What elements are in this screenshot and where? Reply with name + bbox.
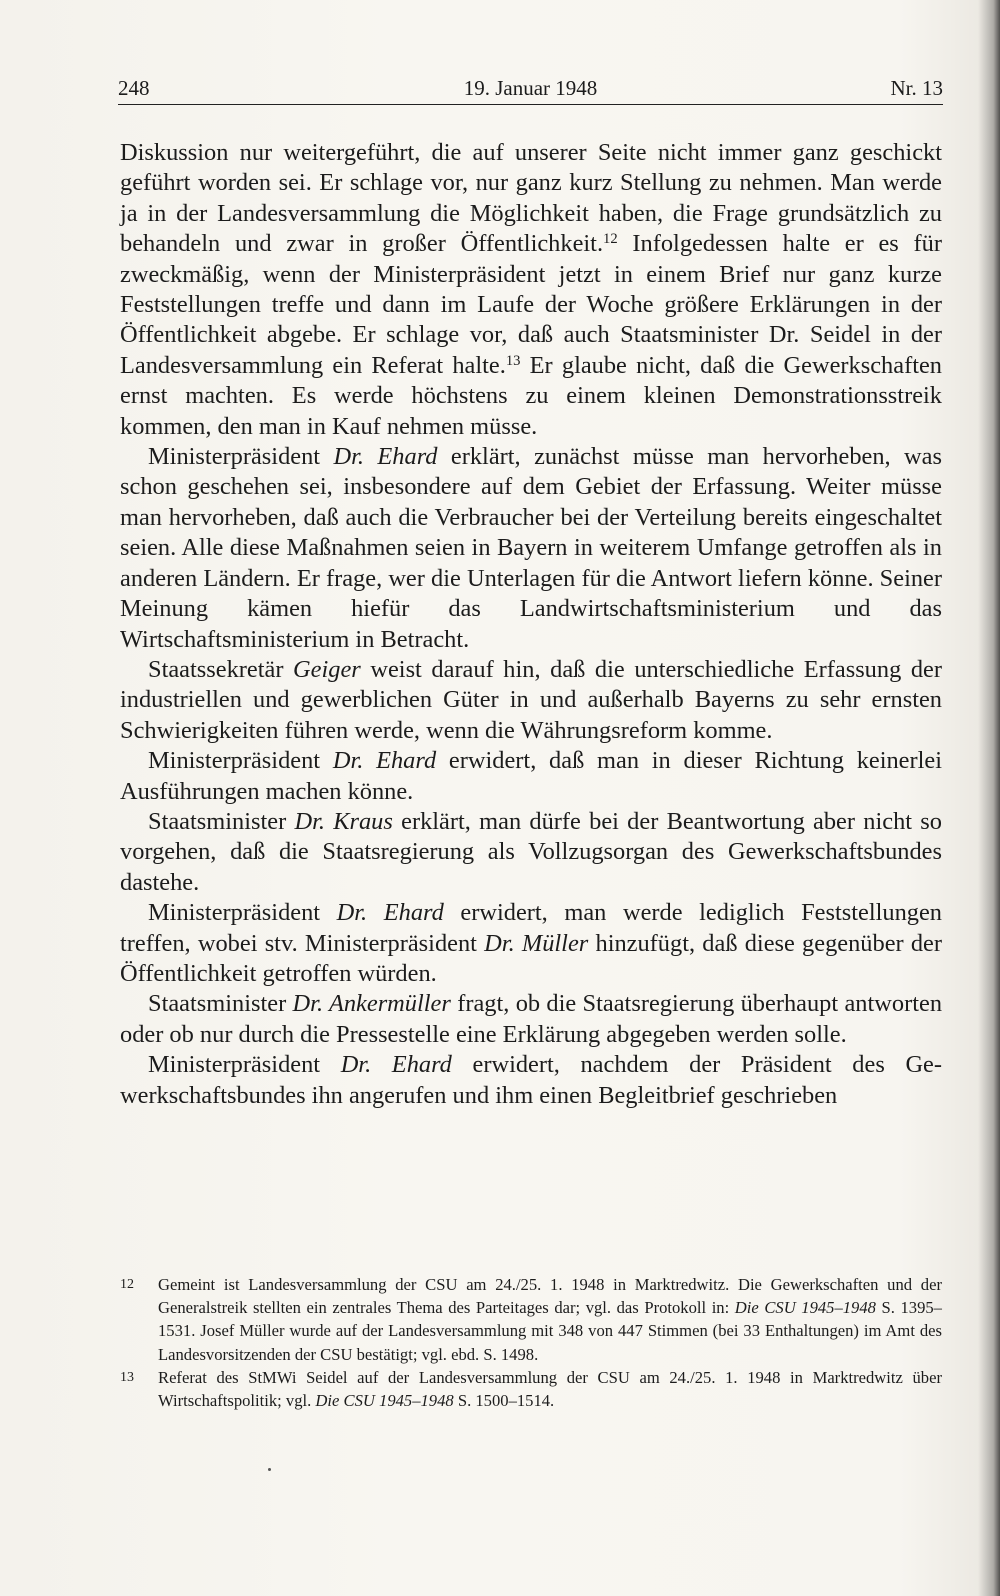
speaker-name: Geiger bbox=[293, 655, 361, 683]
footnote-number: 12 bbox=[120, 1277, 134, 1292]
paper-speck bbox=[268, 1468, 271, 1471]
paragraph: Ministerpräsident Dr. Ehard erwidert, man werde lediglich Feststellungen treffen, wobei stv. Ministerpräsident Dr. Müller hinzufügt, daß diese gegenüber der Öffentlichkeit getroffen würden. bbox=[120, 899, 942, 987]
page-edge-shadow bbox=[978, 0, 1000, 1596]
paragraph: Ministerpräsident Dr. Ehard erklärt, zunächst müsse man hervorheben, was schon geschehen sei, insbesondere auf dem Gebiet der Erfassung. Weiter müsse man hervorheben, daß auch die Verbraucher bei der Verteilung bereits eingeschaltet seien. Alle diese Maßnahmen seien in Bayern in weiterem Umfange getroffen als in anderen Ländern. Er frage, wer die Unterlagen für die Antwort liefern könne. Seiner Meinung kämen hiefür das Landwirtschaftsministerium und das Wirtschaftsministerium in Betracht. bbox=[120, 443, 942, 653]
paragraph: Diskussion nur weitergeführt, die auf unserer Seite nicht immer ganz geschickt geführt worden sei. Er schlage vor, nur ganz kurz Stellung zu nehmen. Man werde ja in der Landesversammlung die Möglichkeit haben, die Frage grundsätzlich zu behandeln und zwar in großer Öffentlichkeit.$^{12}$ Infolgedessen halte er es für zweckmäßig, wenn der Ministerpräsident jetzt in einem Brief nur ganz kurze Feststellungen treffe und dann im Laufe der Woche größere Erklärungen in der Öffentlichkeit abgebe. Er schlage vor, daß auch Staatsminister Dr. Seidel in der Landesversammlung ein Referat halte.$^{13}$ Er glaube nicht, daß die Gewerkschaften ernst machten. Es werde höchstens zu einem kleinen Demonstrationsstreik kommen, den man in Kauf nehmen müsse. bbox=[120, 139, 942, 440]
main-text bbox=[120, 138, 942, 1111]
cited-title: Die CSU 1945–1948 bbox=[734, 1298, 876, 1318]
header-date: 19. Januar 1948 bbox=[463, 76, 598, 100]
paragraph: Staatsminister Dr. Ankermüller fragt, ob die Staatsregierung überhaupt antworten oder ob nur durch die Pressestelle eine Erklärung abgegeben werden solle. bbox=[120, 990, 943, 1048]
paragraph: Staatssekretär Geiger weist darauf hin, daß die unterschiedliche Erfassung der industriellen und gewerblichen Güter in und außerhalb Bayerns zu sehr ernsten Schwierigkeiten führen werde, wenn die Währungsreform komme. bbox=[120, 655, 942, 744]
speaker-name: Dr. Ehard bbox=[340, 1051, 452, 1079]
speaker-name: Dr. Ehard bbox=[333, 443, 438, 471]
paragraph: Staatsminister Dr. Kraus erklärt, man dürfe bei der Beantwortung aber nicht so vorgehen, daß die Staatsregierung als Vollzugsorgan des Gewerkschaftsbundes dastehe. bbox=[120, 807, 942, 896]
page-number: 248 bbox=[118, 76, 150, 100]
cited-title: Die CSU 1945–1948 bbox=[315, 1391, 454, 1411]
footnotes bbox=[120, 1273, 942, 1412]
footnote-12: 12 Gemeint ist Landesversammlung der CSU am 24./25. 1. 1948 in Marktredwitz. Die Gewerkschaften und der Generalstreik stellten ein zentrales Thema des Parteitages dar; vgl. das Protokoll in: Die CSU 1945–1948 S. 1395–1531. Josef Müller wurde auf der Landesversammlung mit 348 von 447 Stimmen (bei 33 Enthaltungen) im Amt des Landesvorsitzenden der CSU bestätigt; vgl. ebd. S. 1498. bbox=[120, 1275, 942, 1364]
footnote-ref-12: 12 bbox=[603, 231, 618, 248]
speaker-name: Dr. Ehard bbox=[332, 747, 437, 775]
speaker-name: Dr. Ankermüller bbox=[292, 990, 451, 1018]
header-rule bbox=[118, 104, 943, 105]
paragraph: Ministerpräsident Dr. Ehard erwidert, daß man in dieser Richtung keinerlei Ausführungen machen könne. bbox=[120, 747, 943, 805]
footnote-13: 13 Referat des StMWi Seidel auf der Landesversammlung der CSU am 24./25. 1. 1948 in Marktredwitz über Wirtschaftspolitik; vgl. Die CSU 1945–1948 S. 1500–1514. bbox=[120, 1367, 942, 1411]
speaker-name: Dr. Kraus bbox=[294, 807, 393, 835]
paragraph: Ministerpräsident Dr. Ehard erwidert, nachdem der Präsident des Gewerkschaftsbundes ihn angerufen und ihm einen Begleitbrief geschrieben bbox=[120, 1051, 943, 1109]
speaker-name: Dr. Müller bbox=[484, 929, 589, 957]
running-header bbox=[118, 72, 943, 104]
speaker-name: Dr. Ehard bbox=[336, 899, 444, 927]
footnote-ref-13: 13 bbox=[505, 352, 521, 369]
document-number: Nr. 13 bbox=[890, 76, 943, 100]
footnote-number: 13 bbox=[120, 1369, 134, 1385]
